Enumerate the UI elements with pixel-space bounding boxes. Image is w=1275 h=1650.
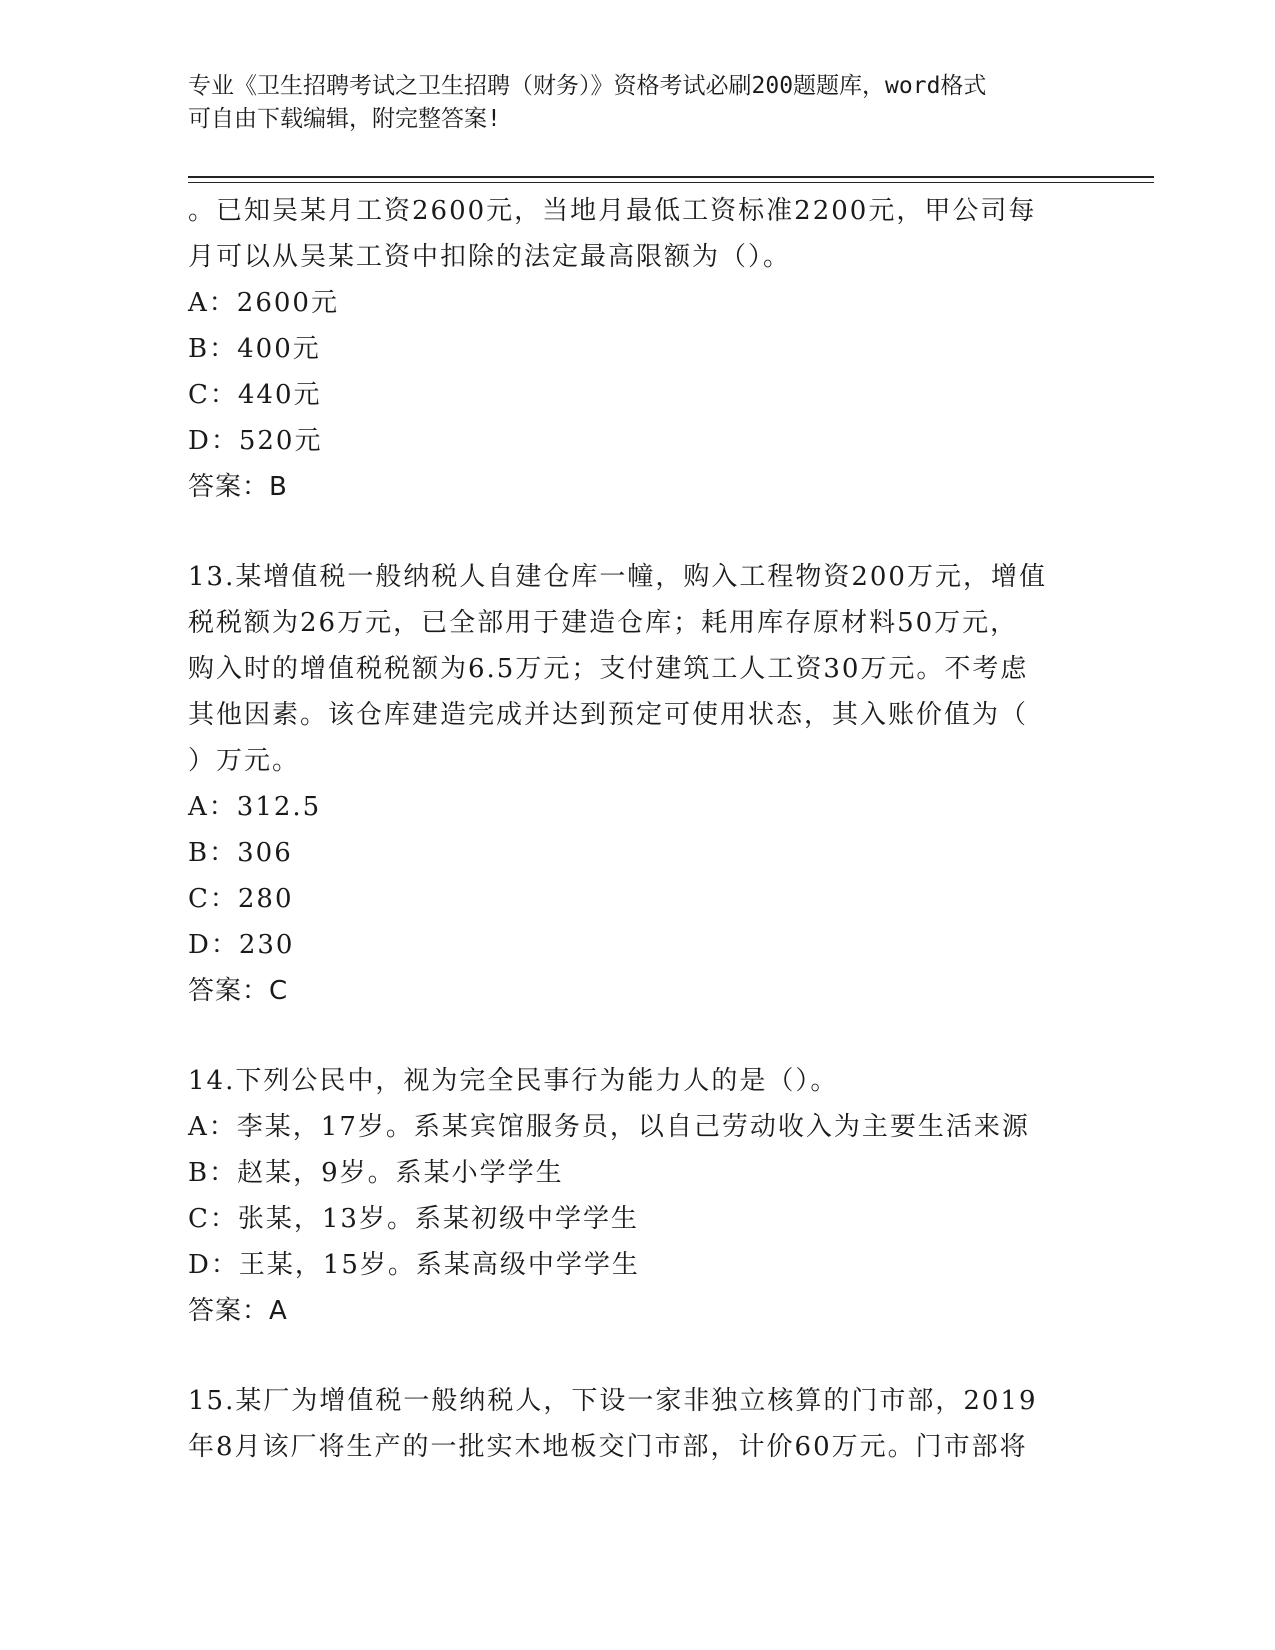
answer: 答案：A — [188, 1296, 288, 1326]
question-list — [188, 188, 1088, 1470]
header-divider-thin — [188, 182, 1154, 183]
option-b: B：306 — [188, 838, 293, 868]
question-stem-line: 购入时的增值税税额为6.5万元；支付建筑工人工资30万元。不考虑 — [188, 654, 1029, 684]
document-header — [188, 70, 1088, 136]
question-stem-line: 税税额为26万元，已全部用于建造仓库；耗用库存原材料50万元， — [188, 608, 1019, 638]
question-stem-line: 15.某厂为增值税一般纳税人，下设一家非独立核算的门市部，2019 — [188, 1386, 1038, 1416]
question-block — [188, 1058, 1088, 1334]
answer: 答案：B — [188, 472, 288, 502]
header-line-1: 专业《卫生招聘考试之卫生招聘（财务）》资格考试必刷200题题库，word格式 — [188, 73, 987, 99]
option-a: A：李某，17岁。系某宾馆服务员，以自己劳动收入为主要生活来源 — [188, 1112, 1030, 1142]
question-stem-line: 14.下列公民中，视为完全民事行为能力人的是（）。 — [188, 1066, 839, 1096]
question-block — [188, 554, 1088, 1014]
option-a: A：2600元 — [188, 288, 339, 318]
option-a: A：312.5 — [188, 792, 322, 822]
option-c: C：440元 — [188, 380, 322, 410]
question-block — [188, 188, 1088, 510]
option-b: B：400元 — [188, 334, 321, 364]
header-line-2: 可自由下载编辑，附完整答案! — [188, 106, 501, 132]
option-d: D：230 — [188, 930, 295, 960]
option-c: C：280 — [188, 884, 294, 914]
question-block — [188, 1378, 1088, 1470]
option-d: D：520元 — [188, 426, 323, 456]
option-c: C：张某，13岁。系某初级中学学生 — [188, 1204, 639, 1234]
question-stem-line: 13.某增值税一般纳税人自建仓库一幢，购入工程物资200万元，增值 — [188, 562, 1047, 592]
option-b: B：赵某，9岁。系某小学学生 — [188, 1158, 564, 1188]
question-stem-line: 月可以从吴某工资中扣除的法定最高限额为（）。 — [188, 242, 792, 272]
option-d: D：王某，15岁。系某高级中学学生 — [188, 1250, 640, 1280]
header-divider-thick — [188, 176, 1154, 178]
question-stem-line: 。已知吴某月工资2600元，当地月最低工资标准2200元，甲公司每 — [188, 196, 1037, 226]
question-stem-line: ）万元。 — [188, 746, 301, 776]
question-stem-line: 年8月该厂将生产的一批实木地板交门市部，计价60万元。门市部将 — [188, 1432, 1028, 1462]
question-stem-line: 其他因素。该仓库建造完成并达到预定可使用状态，其入账价值为（ — [188, 700, 1029, 730]
answer: 答案：C — [188, 976, 289, 1006]
